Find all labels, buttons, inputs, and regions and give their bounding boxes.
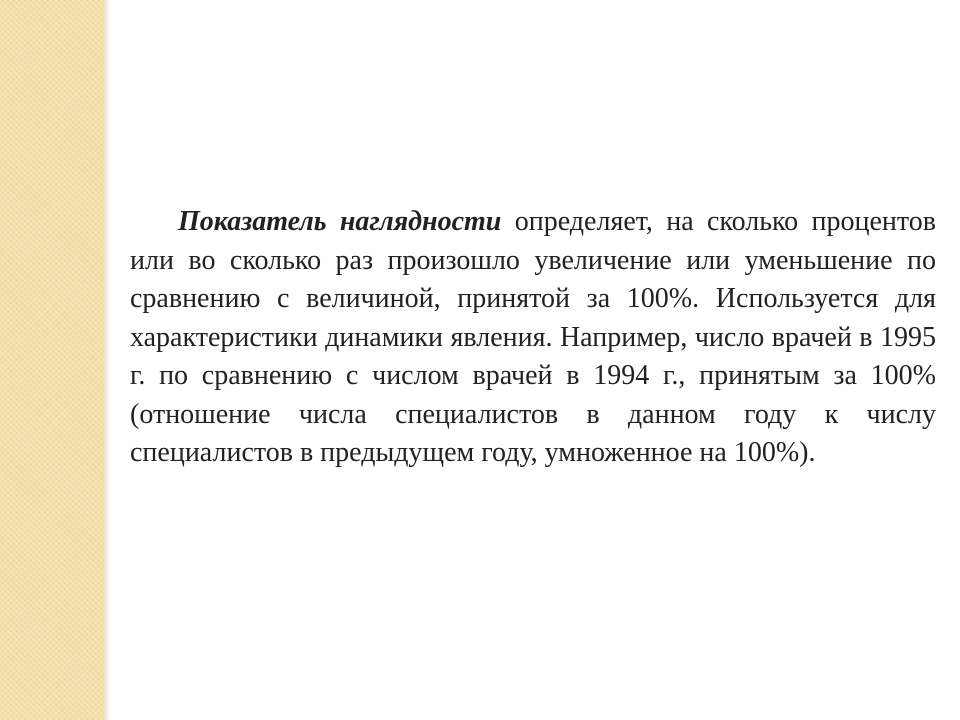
side-band-shadow — [104, 0, 110, 720]
definition-body: определяет, на сколько процентов или во сколько раз произошло увеличение или уменьшение по сравнению с величиной, принятой за 100%. Используется для характеристики динамики явления. Например, число врачей в 1995 г. по сравнению с числом врачей в 1994 г., принятым за 100% (отношение числа специалистов в данном году к числу специалистов в предыдущем году, умноженное на 100%). — [130, 206, 936, 468]
decorative-side-band — [0, 0, 104, 720]
definition-paragraph — [130, 203, 936, 473]
definition-term: Показатель наглядности — [178, 206, 502, 237]
